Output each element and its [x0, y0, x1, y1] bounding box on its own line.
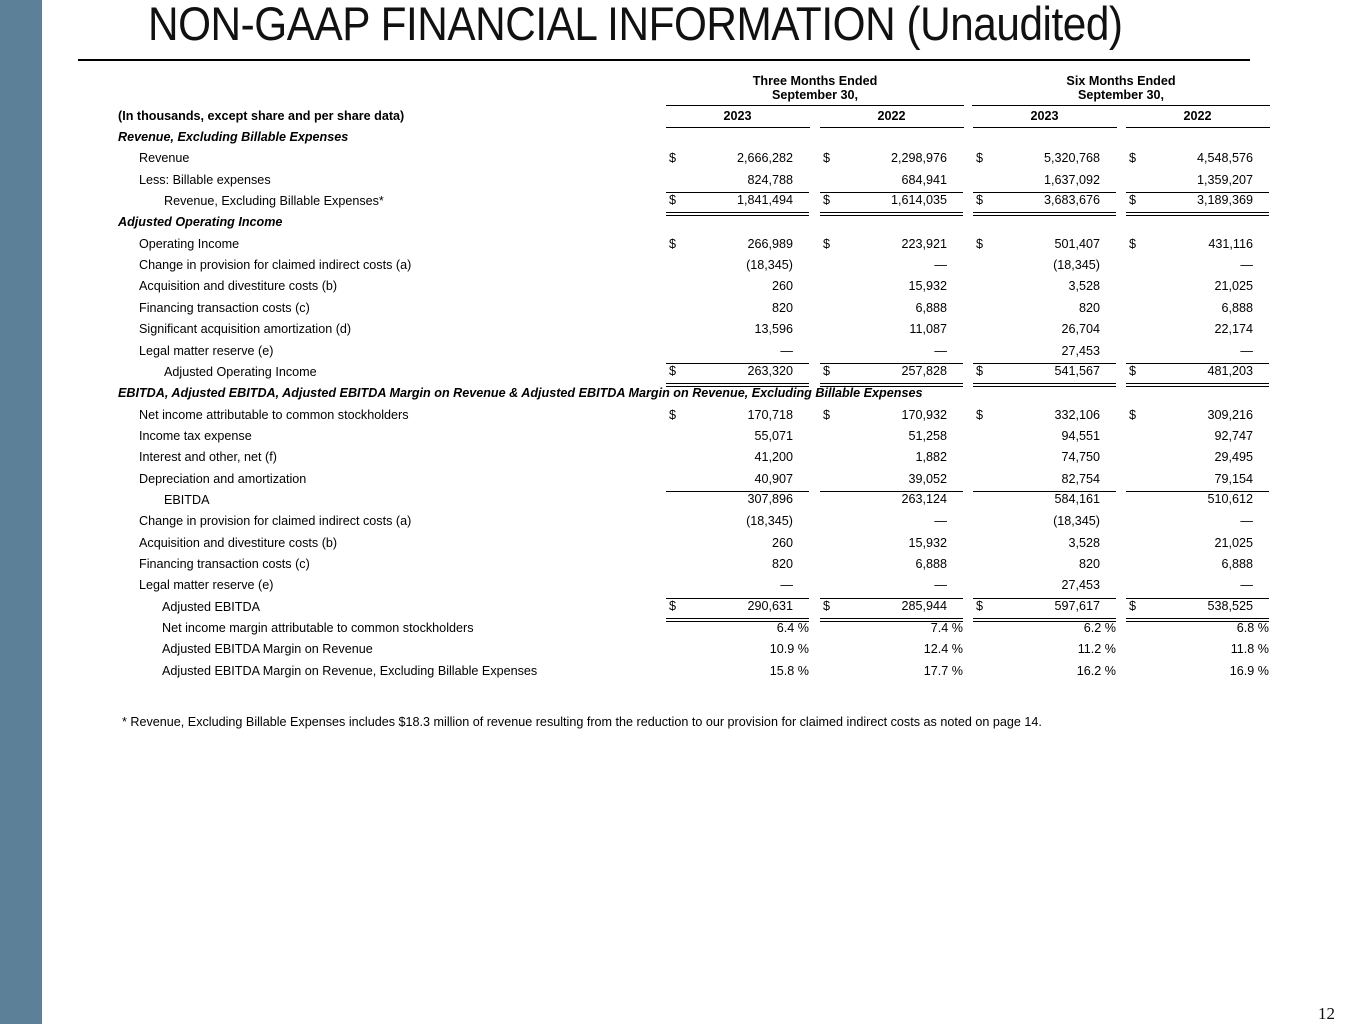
table-cell [1126, 536, 1269, 554]
cell-value: — [1240, 258, 1253, 273]
table-cell [973, 301, 1116, 319]
row-label: Financing transaction costs (c) [139, 557, 310, 571]
currency-symbol: $ [976, 236, 984, 251]
table-cell [973, 237, 1116, 255]
table-row [0, 342, 1365, 363]
cell-value: 7.4 % [930, 621, 963, 636]
table-cell [973, 408, 1116, 426]
row-label: Revenue, Excluding Billable Expenses* [164, 194, 384, 209]
table-row [0, 406, 1365, 427]
cell-value: (18,345) [746, 514, 793, 529]
currency-symbol: $ [669, 151, 677, 166]
row-label: Depreciation and amortization [139, 471, 307, 486]
row-label: Less: Billable expenses [139, 172, 271, 187]
header-group-three-months [666, 74, 964, 102]
title-divider [78, 59, 1250, 61]
table-cell [820, 301, 963, 319]
table-cell [666, 237, 809, 255]
cell-value: 41,200 [754, 450, 793, 465]
table-row [0, 598, 1365, 619]
table-cell [1126, 301, 1269, 319]
cell-value: 11.2 % [1077, 642, 1116, 657]
cell-value: 260 [771, 279, 793, 294]
cell-value: 3,189,369 [1196, 193, 1253, 208]
currency-symbol: $ [823, 193, 831, 208]
cell-value: 4,548,576 [1196, 151, 1253, 166]
cell-value: 12.4 % [923, 642, 963, 657]
table-row [0, 256, 1365, 277]
cell-value: 22,174 [1214, 322, 1253, 337]
currency-symbol: $ [1129, 193, 1137, 208]
table-cell [820, 408, 963, 426]
cell-value: 1,841,494 [736, 193, 793, 208]
currency-symbol: $ [823, 363, 831, 378]
table-cell [1126, 621, 1269, 639]
currency-symbol: $ [976, 151, 984, 166]
table-cell [820, 279, 963, 297]
table-cell [666, 192, 809, 213]
table-row [0, 619, 1365, 640]
table-cell [666, 557, 809, 575]
cell-value: 584,161 [1054, 491, 1100, 506]
table-cell [1126, 237, 1269, 255]
currency-symbol: $ [823, 407, 831, 422]
table-cell [820, 557, 963, 575]
cell-value: 21,025 [1214, 535, 1253, 550]
table-row [0, 427, 1365, 448]
cell-value: 307,896 [747, 491, 793, 506]
currency-symbol: $ [823, 236, 831, 251]
cell-value: 510,612 [1207, 491, 1253, 506]
table-row [0, 149, 1365, 170]
cell-value: 170,718 [747, 407, 793, 422]
table-cell [973, 514, 1116, 532]
table-row [0, 555, 1365, 576]
cell-value: 1,359,207 [1196, 172, 1253, 187]
table-cell [973, 344, 1116, 362]
table-cell [1126, 642, 1269, 660]
currency-symbol: $ [1129, 598, 1137, 613]
row-label: Acquisition and divestiture costs (b) [139, 279, 338, 294]
cell-value: — [934, 578, 947, 593]
cell-value: 79,154 [1214, 471, 1253, 486]
cell-value: 1,614,035 [890, 193, 947, 208]
row-label: Revenue [139, 151, 190, 166]
table-cell [820, 664, 963, 682]
row-label: Interest and other, net (f) [139, 450, 277, 465]
header-group-line1: Three Months Ended [752, 74, 878, 88]
cell-value: 6,888 [915, 557, 947, 571]
table-cell [666, 429, 809, 447]
table-cell [973, 258, 1116, 276]
table-cell [820, 237, 963, 255]
cell-value: 824,788 [747, 172, 793, 187]
table-cell [820, 363, 963, 384]
cell-value: 39,052 [908, 471, 947, 486]
table-cell [973, 621, 1116, 639]
currency-symbol: $ [669, 363, 677, 378]
cell-value: (18,345) [746, 258, 793, 273]
cell-value: 15,932 [908, 535, 947, 550]
cell-value: 6,888 [1221, 300, 1253, 315]
cell-value: 6,888 [1221, 557, 1253, 571]
table-row [0, 448, 1365, 469]
table-cell [666, 151, 809, 169]
cell-value: 820 [1078, 557, 1100, 571]
row-label: Adjusted Operating Income [118, 215, 283, 230]
table-cell [973, 557, 1116, 575]
table-row [0, 491, 1365, 512]
cell-value: 538,525 [1207, 598, 1253, 613]
table-cell [973, 664, 1116, 682]
cell-value: 263,320 [747, 363, 793, 378]
table-cell [820, 429, 963, 447]
page-title: NON-GAAP FINANCIAL INFORMATION (Unaudited) [148, 0, 1123, 50]
table-cell [1126, 408, 1269, 426]
table-row [0, 299, 1365, 320]
cell-value: 92,747 [1214, 428, 1253, 443]
row-label: Income tax expense [139, 428, 252, 443]
cell-value: 260 [771, 535, 793, 550]
cell-value: 266,989 [747, 236, 793, 251]
table-cell [666, 408, 809, 426]
table-row [0, 640, 1365, 661]
cell-value: 223,921 [901, 236, 947, 251]
table-cell [1126, 322, 1269, 340]
header-year: 2023 [1030, 109, 1059, 123]
row-label: Legal matter reserve (e) [139, 343, 274, 358]
currency-symbol: $ [1129, 236, 1137, 251]
table-cell [820, 514, 963, 532]
table-row [0, 534, 1365, 555]
currency-symbol: $ [823, 598, 831, 613]
cell-value: 6.8 % [1236, 621, 1269, 636]
table-cell [973, 598, 1116, 619]
currency-symbol: $ [976, 363, 984, 378]
cell-value: — [934, 258, 947, 273]
cell-value: 1,882 [915, 450, 947, 465]
table-cell [666, 536, 809, 554]
table-cell [666, 301, 809, 319]
currency-symbol: $ [1129, 151, 1137, 166]
cell-value: 74,750 [1061, 450, 1100, 465]
cell-value: 170,932 [901, 407, 947, 422]
cell-value: 1,637,092 [1043, 172, 1100, 187]
currency-symbol: $ [976, 598, 984, 613]
header-group-line1: Six Months Ended [1066, 74, 1176, 88]
header-year: 2023 [723, 109, 752, 123]
cell-value: 481,203 [1207, 363, 1253, 378]
cell-value: 13,596 [754, 322, 793, 337]
row-label: Operating Income [139, 236, 240, 251]
table-cell [666, 279, 809, 297]
cell-value: 26,704 [1061, 322, 1100, 337]
table-cell [973, 279, 1116, 297]
cell-value: 27,453 [1061, 578, 1100, 593]
cell-value: — [780, 578, 793, 593]
cell-value: — [780, 343, 793, 358]
table-cell [820, 536, 963, 554]
row-label: Adjusted Operating Income [164, 364, 317, 379]
table-cell [820, 621, 963, 639]
header-year: 2022 [877, 109, 906, 123]
table-cell [820, 472, 963, 490]
cell-value: 94,551 [1061, 428, 1100, 443]
row-label: Net income attributable to common stockholders [139, 407, 409, 422]
cell-value: 40,907 [754, 471, 793, 486]
cell-value: 11,087 [909, 322, 947, 337]
cell-value: 541,567 [1054, 363, 1100, 378]
cell-value: 6.2 % [1083, 621, 1116, 636]
table-cell [666, 514, 809, 532]
table-cell [666, 322, 809, 340]
table-cell [973, 429, 1116, 447]
cell-value: — [1240, 514, 1253, 529]
table-cell [1126, 258, 1269, 276]
table-cell [973, 322, 1116, 340]
table-cell [666, 450, 809, 468]
table-cell [820, 642, 963, 660]
cell-value: 501,407 [1054, 236, 1100, 251]
header-year: 2022 [1183, 109, 1212, 123]
row-label: Adjusted EBITDA Margin on Revenue, Excluding Billable Expenses [162, 663, 538, 678]
table-cell [820, 173, 963, 191]
cell-value: 2,666,282 [736, 151, 793, 166]
row-label: Change in provision for claimed indirect costs (a) [139, 514, 412, 529]
cell-value: 3,683,676 [1043, 193, 1100, 208]
row-label: Adjusted EBITDA [162, 599, 260, 614]
row-label: Legal matter reserve (e) [139, 578, 274, 593]
table-cell [973, 491, 1116, 512]
table-cell [666, 363, 809, 384]
header-group-line2: September 30, [771, 88, 859, 102]
table-cell [1126, 279, 1269, 297]
cell-value: — [1240, 578, 1253, 593]
row-label: Financing transaction costs (c) [139, 300, 310, 315]
cell-value: 16.2 % [1076, 663, 1116, 678]
page-number: 12 [1318, 1004, 1335, 1023]
table-cell [1126, 578, 1269, 596]
table-cell [820, 344, 963, 362]
table-cell [820, 598, 963, 619]
currency-symbol: $ [976, 193, 984, 208]
header-group-line2: September 30, [1077, 88, 1165, 102]
table-cell [973, 578, 1116, 596]
currency-symbol: $ [669, 598, 677, 613]
table-cell [1126, 151, 1269, 169]
currency-symbol: $ [1129, 407, 1137, 422]
row-label: EBITDA, Adjusted EBITDA, Adjusted EBITDA Margin on Revenue & Adjusted EBITDA Margin on Revenue, Excluding Billable Expenses [118, 386, 923, 401]
cell-value: 431,116 [1208, 236, 1253, 251]
table-cell [666, 491, 809, 512]
header-group-rule [666, 105, 964, 106]
table-row [0, 171, 1365, 192]
table-cell [666, 598, 809, 619]
table-row [0, 470, 1365, 491]
cell-value: 6,888 [915, 300, 947, 315]
table-cell [666, 642, 809, 660]
section-header-row [0, 213, 1365, 234]
cell-value: 11.8 % [1230, 642, 1269, 657]
table-cell [666, 258, 809, 276]
table-row [0, 277, 1365, 298]
header-group-six-months [972, 74, 1270, 102]
cell-value: 820 [771, 300, 793, 315]
table-cell [1126, 344, 1269, 362]
cell-value: 820 [1078, 300, 1100, 315]
table-cell [1126, 173, 1269, 191]
table-row [0, 363, 1365, 384]
row-label: EBITDA [164, 492, 210, 507]
cell-value: 21,025 [1214, 279, 1253, 294]
table-cell [1126, 450, 1269, 468]
table-cell [666, 578, 809, 596]
cell-value: 257,828 [901, 363, 947, 378]
section-header-row [0, 384, 1365, 405]
table-cell [973, 363, 1116, 384]
currency-symbol: $ [976, 407, 984, 422]
cell-value: 3,528 [1068, 279, 1100, 294]
row-label: Change in provision for claimed indirect costs (a) [139, 258, 412, 273]
section-header-row [0, 128, 1365, 149]
row-label: Adjusted EBITDA Margin on Revenue [162, 642, 373, 657]
cell-value: 332,106 [1054, 407, 1100, 422]
table-cell [973, 450, 1116, 468]
cell-value: 263,124 [901, 491, 947, 506]
table-cell [820, 578, 963, 596]
cell-value: 2,298,976 [890, 151, 947, 166]
currency-symbol: $ [669, 236, 677, 251]
cell-value: 10.9 % [769, 642, 809, 657]
cell-value: — [934, 514, 947, 529]
table-cell [1126, 557, 1269, 575]
cell-value: 15,932 [908, 279, 947, 294]
table-cell [973, 536, 1116, 554]
table-cell [973, 173, 1116, 191]
cell-value: 17.7 % [923, 663, 963, 678]
table-row [0, 235, 1365, 256]
cell-value: 285,944 [901, 598, 947, 613]
table-cell [1126, 598, 1269, 619]
row-label: Net income margin attributable to common stockholders [162, 621, 474, 636]
cell-value: 684,941 [901, 172, 947, 187]
table-cell [973, 472, 1116, 490]
table-cell [1126, 363, 1269, 384]
cell-value: (18,345) [1053, 258, 1100, 273]
table-cell [666, 664, 809, 682]
table-cell [973, 642, 1116, 660]
cell-value: 5,320,768 [1043, 151, 1100, 166]
cell-value: 3,528 [1068, 535, 1100, 550]
table-cell [1126, 192, 1269, 213]
table-cell [1126, 491, 1269, 512]
cell-value: 15.8 % [769, 663, 809, 678]
table-row [0, 192, 1365, 213]
table-cell [1126, 472, 1269, 490]
table-cell [666, 472, 809, 490]
currency-symbol: $ [669, 193, 677, 208]
row-label: Acquisition and divestiture costs (b) [139, 535, 338, 550]
table-cell [973, 151, 1116, 169]
currency-symbol: $ [823, 151, 831, 166]
currency-symbol: $ [669, 407, 677, 422]
cell-value: 51,258 [908, 428, 947, 443]
table-cell [820, 491, 963, 512]
cell-value: — [934, 343, 947, 358]
cell-value: 6.4 % [776, 621, 809, 636]
table-cell [820, 192, 963, 213]
footnote: * Revenue, Excluding Billable Expenses includes $18.3 million of revenue resulting from the reduction to our provision for claimed indirect costs as noted on page 14. [122, 715, 1042, 729]
cell-value: 27,453 [1061, 343, 1100, 358]
table-cell [666, 621, 809, 639]
cell-value: 29,495 [1214, 450, 1253, 465]
table-cell [973, 192, 1116, 213]
row-label: Significant acquisition amortization (d) [139, 322, 352, 337]
table-cell [820, 322, 963, 340]
cell-value: 82,754 [1061, 471, 1100, 486]
table-cell [666, 173, 809, 191]
table-cell [1126, 664, 1269, 682]
cell-value: — [1240, 343, 1253, 358]
table-row [0, 576, 1365, 597]
table-row [0, 662, 1365, 683]
units-label: (In thousands, except share and per share data) [118, 109, 405, 123]
table-cell [666, 344, 809, 362]
table-cell [820, 151, 963, 169]
cell-value: 16.9 % [1229, 663, 1269, 678]
table-row [0, 512, 1365, 533]
cell-value: 309,216 [1207, 407, 1253, 422]
cell-value: 820 [771, 557, 793, 571]
row-label: Revenue, Excluding Billable Expenses [118, 130, 349, 144]
cell-value: (18,345) [1053, 514, 1100, 529]
table-cell [1126, 429, 1269, 447]
table-row [0, 320, 1365, 341]
header-group-rule [972, 105, 1270, 106]
table-cell [820, 450, 963, 468]
cell-value: 597,617 [1054, 598, 1100, 613]
table-cell [1126, 514, 1269, 532]
table-cell [820, 258, 963, 276]
cell-value: 290,631 [747, 598, 793, 613]
cell-value: 55,071 [754, 428, 793, 443]
currency-symbol: $ [1129, 363, 1137, 378]
